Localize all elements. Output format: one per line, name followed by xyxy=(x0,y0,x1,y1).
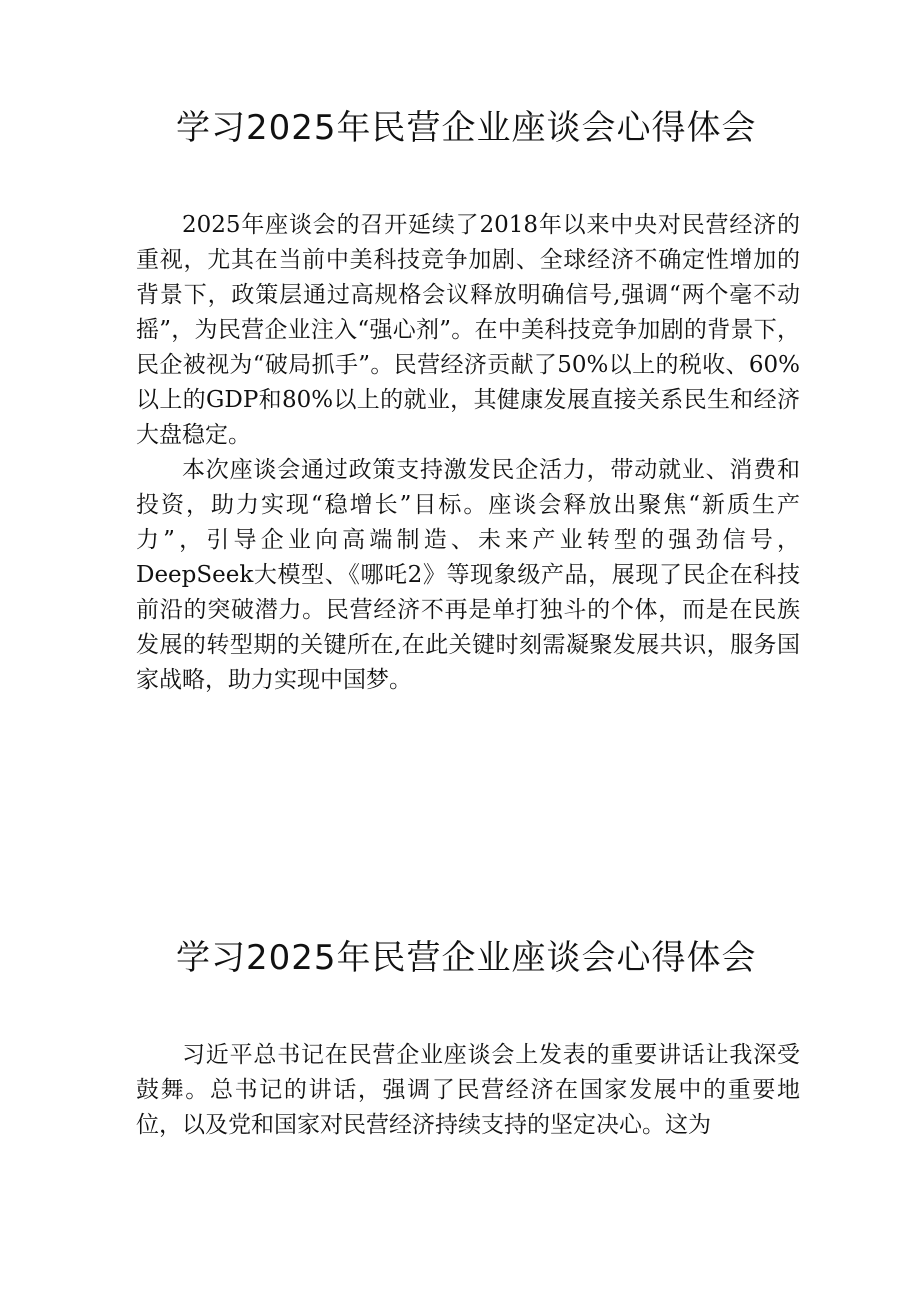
article-section-1 xyxy=(136,100,800,698)
article-2-paragraph-1: 习近平总书记在民营企业座谈会上发表的重要讲话让我深受鼓舞。总书记的讲话，强调了民营经济在国家发展中的重要地位，以及党和国家对民营经济持续支持的坚定决心。这为 xyxy=(136,1042,800,1138)
article-title-2: 学习2025年民营企业座谈会心得体会 xyxy=(176,938,757,978)
article-1-paragraph-1: 2025年座谈会的召开延续了2018年以来中央对民营经济的重视，尤其在当前中美科技竞争加剧、全球经济不确定性增加的背景下，政策层通过高规格会议释放明确信号,强调“两个毫不动摇”，为民营企业注入“强心剂”。在中美科技竞争加剧的背景下，民企被视为“破局抓手”。民营经济贡献了50%以上的税收、60%以上的GDP和80%以上的就业，其健康发展直接关系民生和经济大盘稳定。 xyxy=(136,212,800,448)
article-1-paragraph-2: 本次座谈会通过政策支持激发民企活力，带动就业、消费和投资，助力实现“稳增长”目标。座谈会释放出聚焦“新质生产力”，引导企业向高端制造、未来产业转型的强劲信号，DeepSeek大模型、《哪吒2》等现象级产品，展现了民企在科技前沿的突破潜力。民营经济不再是单打独斗的个体，而是在民族发展的转型期的关键所在,在此关键时刻需凝聚发展共识，服务国家战略，助力实现中国梦。 xyxy=(136,457,800,693)
article-title-1: 学习2025年民营企业座谈会心得体会 xyxy=(176,108,757,148)
article-section-2 xyxy=(136,930,800,1143)
